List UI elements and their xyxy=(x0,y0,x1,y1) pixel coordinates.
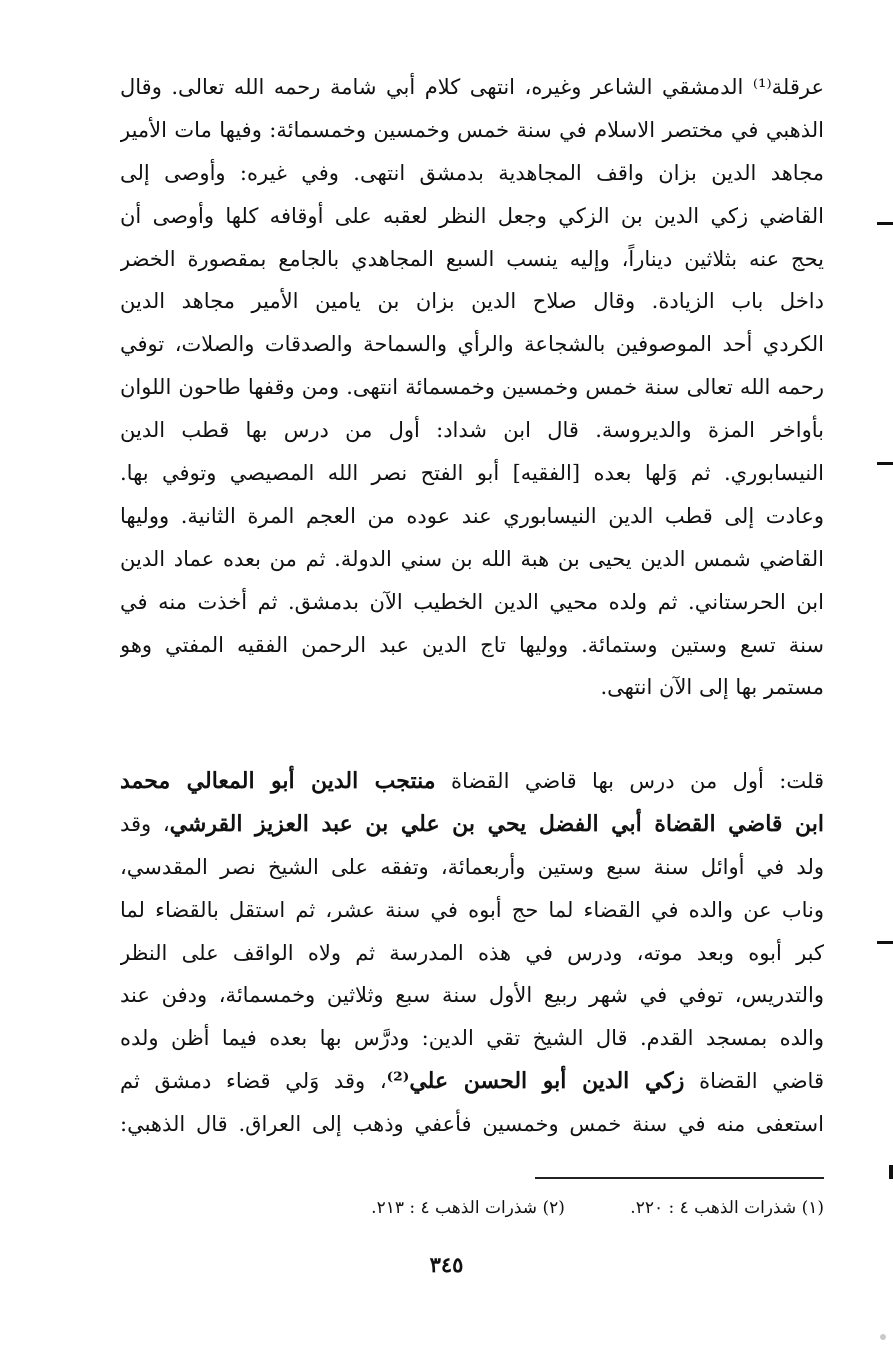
text-line xyxy=(120,760,824,803)
footnotes xyxy=(240,1196,824,1220)
text-line: مستمر بها إلى الآن انتهى. xyxy=(600,675,824,700)
text-line: الكردي أحد الموصوفين بالشجاعة والرأي والسماحة والصدقات والصلات، توفي xyxy=(120,332,824,357)
text-run: ، وقد وَلي قضاء دمشق ثم xyxy=(120,1069,387,1094)
footnote-divider xyxy=(535,1177,824,1179)
footnote-2: (٢) شذرات الذهب ٤ : ٢١٣. xyxy=(371,1198,565,1218)
text-line: ابن الحرستاني. ثم ولده محيي الدين الخطيب الآن بدمشق. ثم أخذت منه في xyxy=(120,589,824,614)
text-line: ولد في أوائل سنة سبع وستين وأربعمائة، وتفقه على الشيخ نصر المقدسي، xyxy=(120,854,824,879)
margin-mark xyxy=(877,462,893,465)
text-line: سنة تسع وستين وستمائة. ووليها تاج الدين عبد الرحمن الفقيه المفتي وهو xyxy=(120,632,824,657)
bold-name: ابن قاضي القضاة أبي الفضل يحي بن علي بن عبد العزيز القرشي xyxy=(169,810,824,837)
margin-mark xyxy=(889,1165,893,1179)
margin-mark xyxy=(877,222,893,225)
text-line: عرقلة⁽¹⁾ الدمشقي الشاعر وغيره، انتهى كلام أبي شامة رحمه الله تعالى. وقال xyxy=(120,75,824,99)
text-line: بأواخر المزة والديروسة. قال ابن شداد: أول من درس بها قطب الدين xyxy=(120,418,824,443)
text-line: يحج عنه بثلاثين ديناراً، وإليه ينسب السبع المجاهدي بالجامع بمقصورة الخضر xyxy=(120,246,824,271)
bold-name: زكي الدين أبو الحسن علي⁽²⁾ xyxy=(386,1068,685,1095)
text-line: رحمه الله تعالى سنة خمس وخمسين وخمسمائة انتهى. ومن وقفها طاحون اللوان xyxy=(120,375,824,400)
footnote-1: (١) شذرات الذهب ٤ : ٢٢٠. xyxy=(630,1198,824,1218)
text-line: مجاهد الدين بزان واقف المجاهدية بدمشق انتهى. وفي غيره: وأوصى إلى xyxy=(120,160,824,185)
text-run: ، وقد xyxy=(120,811,170,836)
text-line: النيسابوري. ثم وَلها بعده [الفقيه] أبو الفتح نصر الله المصيصي وتوفي بها. xyxy=(120,461,824,486)
page-number: ٣٤٥ xyxy=(429,1252,464,1277)
text-run: قاضي القضاة xyxy=(684,1069,824,1094)
text-line: استعفى منه في سنة خمس وخمسين فأعفي وذهب إلى العراق. قال الذهبي: xyxy=(120,1112,824,1137)
text-line: القاضي زكي الدين بن الزكي وجعل النظر لعقبه على أوقافه كلها وأوصى أن xyxy=(120,203,824,228)
text-line: والتدريس، توفي في شهر ربيع الأول سنة سبع وثلاثين وخمسمائة، ودفن عند xyxy=(120,983,824,1008)
paragraph-2 xyxy=(120,760,824,1146)
scan-speck xyxy=(880,1334,886,1340)
text-line: والده بمسجد القدم. قال الشيخ تقي الدين: ودرَّس بها بعده فيما أظن ولده xyxy=(120,1026,824,1051)
text-line xyxy=(120,1060,824,1103)
bold-name: منتجب الدين أبو المعالي محمد xyxy=(120,768,436,794)
text-line xyxy=(120,803,824,846)
text-run: قلت: أول من درس بها قاضي القضاة xyxy=(435,769,824,793)
paragraph-1 xyxy=(120,66,824,709)
text-line: القاضي شمس الدين يحيى بن هبة الله بن سني الدولة. ثم من بعده عماد الدين xyxy=(120,546,824,571)
margin-mark xyxy=(877,941,893,944)
text-line: وناب عن والده في القضاء لما حج أبوه في سنة عشر، ثم استقل بالقضاء لما xyxy=(120,897,824,922)
text-line: كبر أبوه وبعد موته، ودرس في هذه المدرسة ثم ولاه الواقف على النظر xyxy=(120,940,824,965)
text-line: الذهبي في مختصر الاسلام في سنة خمس وخمسين وخمسمائة: وفيها مات الأمير xyxy=(120,117,824,142)
text-line: وعادت إلى قطب الدين النيسابوري عند عوده من العجم المرة الثانية. ووليها xyxy=(120,503,824,528)
text-line: داخل باب الزيادة. وقال صلاح الدين بزان بن يامين الأمير مجاهد الدين xyxy=(120,289,824,314)
